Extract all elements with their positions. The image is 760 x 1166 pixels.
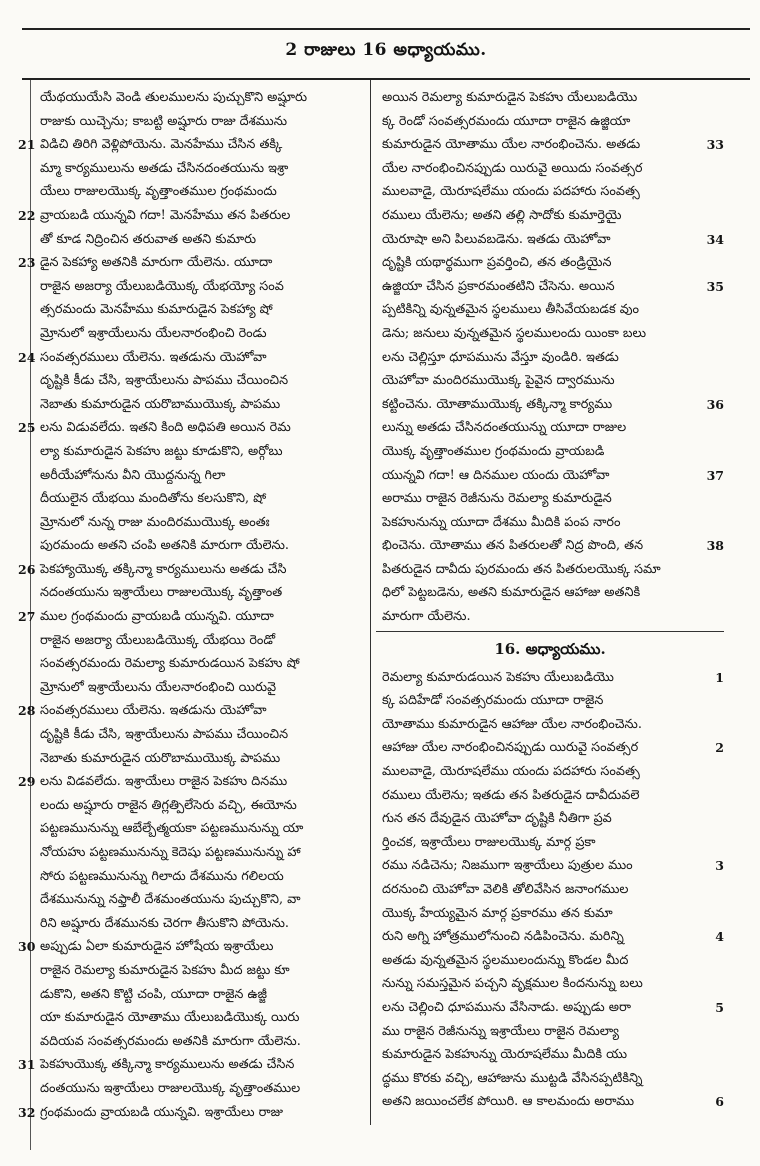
- text-line: [376, 949, 724, 973]
- text-line: [18, 1053, 366, 1077]
- text-line: [18, 133, 366, 157]
- line-text: రములు యేలెను; అతని తల్లి సాదోకు కుమార్తెయై: [382, 207, 622, 223]
- line-text: పెకహునున్ను యూదా దేశము మీదికి పంప నారం: [382, 514, 621, 530]
- line-text: విడిచి తిరిగి వెళ్లిపోయెను. మెనహేము చేసిన తక్కి: [40, 137, 283, 153]
- line-text: సంవత్సరమందు రెమల్యా కుమారుడయిన పెకహు షో: [40, 656, 300, 672]
- verse-number: 1: [715, 669, 724, 685]
- text-line: [18, 794, 366, 818]
- line-text: దరనుంచి యెహోవా వెలికి తోలివేసిన జనాంగముల: [382, 882, 629, 897]
- line-text: కుమారుడైన పెకహున్ను యెరూషలేము మీదికి యు: [382, 1047, 628, 1063]
- verse-number: 6: [715, 1094, 724, 1110]
- text-line: [376, 416, 724, 440]
- line-text: ము రాజైన రెజీనున్ను ఇశ్రాయేలు రాజైన రెమల్యా: [382, 1023, 620, 1039]
- text-line: [18, 983, 366, 1007]
- text-line: [18, 86, 366, 110]
- text-line: [376, 925, 724, 949]
- line-text: ముల గ్రంథమందు వ్రాయబడి యున్నవి. యూదా: [40, 609, 274, 625]
- line-text: రాజుకు యిచ్చెను; కాబట్టి అష్షూరు రాజు దేశమును: [40, 113, 288, 129]
- text-line: [376, 605, 724, 629]
- header-rule-bottom: [22, 78, 750, 80]
- line-text: అప్పుడు ఏలా కుమారుడైన హోషేయ ఇశ్రాయేలు: [40, 939, 274, 955]
- line-text: పితరుడైన దావీదు పురమందు తన పితరులయొక్క సమా: [382, 561, 661, 577]
- text-line: [376, 487, 724, 511]
- line-text: రెమల్యా కుమారుడయిన పెకహు యేలుబడియొ: [382, 669, 614, 685]
- line-text: నున్ను సమస్తమైన పచ్చని వృక్షముల కిందనున్ను బలు: [382, 976, 643, 992]
- text-line: [376, 784, 724, 808]
- text-line: [376, 180, 724, 204]
- text-line: [376, 440, 724, 464]
- text-line: [376, 369, 724, 393]
- line-text: మ్రోనులో ఇశ్రాయేలును యేలనారంభించి యిరువై: [40, 679, 277, 695]
- line-text: కుమారుడైన యోతాము యేల నారంభించెను. అతడు: [382, 137, 641, 153]
- verse-number: 25: [18, 420, 36, 436]
- line-text: కట్టించెను. యోతాముయొక్క తక్కిన్మా కార్యము: [382, 396, 613, 412]
- text-line: [376, 464, 724, 488]
- text-line: [18, 511, 366, 535]
- line-text: వ్రాయబడి యున్నవి గదా! మెనహేము తన పితరుల: [40, 207, 291, 223]
- line-text: యొక్క హేయ్యమైన మార్గ ప్రకారము తన కుమా: [382, 905, 613, 921]
- text-line: [376, 713, 724, 737]
- text-line: [376, 110, 724, 134]
- text-line: [18, 747, 366, 771]
- line-text: లను చెల్లించి ధూపమును వేసినాడు. అప్పుడు అరా: [382, 999, 632, 1015]
- line-text: దృష్టికి కీడు చేసి, ఇశ్రాయేలును పాపము చేయించిన: [40, 727, 289, 743]
- line-text: రములు యేలెను; ఇతడు తన పితరుడైన దావీదువలె: [382, 787, 640, 803]
- text-line: [376, 228, 724, 252]
- line-text: డెను; జనులు వున్నతమైన స్థలములందు యింకా బలు: [382, 325, 647, 341]
- line-text: ర్తించక, ఇశ్రాయేలు రాజులయొక్క మార్గ ప్రకా: [382, 834, 596, 850]
- line-text: దీయులైన యేభయి మందితోను కలసుకొని, షో: [40, 491, 267, 507]
- line-text: లున్ను అతడు చేసినదంతయున్ను యూదా రాజుల: [382, 420, 627, 436]
- text-line: [376, 854, 724, 878]
- text-line: [376, 1090, 724, 1114]
- line-text: క్క పదిహేడో సంవత్సరమందు యూదా రాజైన: [382, 693, 604, 709]
- header-rule-top: [22, 28, 750, 30]
- line-text: పెకహుయొక్క తక్కిన్మా కార్యములును అతడు చేసిన: [40, 1057, 295, 1073]
- line-text: వదియవ సంవత్సరమందు అతనికి మారుగా యేలెను.: [40, 1033, 301, 1049]
- line-text: త్సరమందు మెనహేము కుమారుడైన పెకహ్యా షో: [40, 302, 273, 318]
- line-text: రము నడిచెను; నిజముగా ఇశ్రాయేలు పుత్రుల ముం: [382, 858, 633, 874]
- text-line: [18, 487, 366, 511]
- line-text: నెబాతు కుమారుడైన యరొబాముయొక్క పాపము: [40, 396, 281, 412]
- text-line: [18, 1077, 366, 1101]
- text-line: [18, 699, 366, 723]
- text-line: [18, 888, 366, 912]
- text-line: [376, 534, 724, 558]
- line-text: యొక్క వృత్తాంతముల గ్రంథమందు వ్రాయబడి: [382, 443, 605, 459]
- text-line: [376, 275, 724, 299]
- text-line: [18, 865, 366, 889]
- text-line: [18, 204, 366, 228]
- verse-number: 34: [706, 231, 724, 247]
- line-text: అతడు వున్నతమైన స్థలములందున్ను కొండల మీద: [382, 952, 629, 968]
- text-line: [376, 878, 724, 902]
- line-text: నెబాతు కుమారుడైన యరొబాముయొక్క పాపము: [40, 750, 281, 766]
- text-line: [376, 1043, 724, 1067]
- line-text: రాజైన అజర్యా యేలుబడియొక్క యేభయ్యో సంవ: [40, 278, 284, 294]
- line-text: తో కూడ నిద్రించిన తరువాత అతని కుమారు: [40, 231, 257, 247]
- line-text: సంవత్సరములు యేలెను. ఇతడును యెహోవా: [40, 703, 267, 719]
- line-text: నదంతయును ఇశ్రాయేలు రాజులయొక్క వృత్తాంత: [40, 585, 283, 601]
- text-line: [18, 770, 366, 794]
- verse-number: 5: [715, 999, 724, 1015]
- line-text: పురమందు అతని చంపి అతనికి మారుగా యేలెను.: [40, 538, 289, 554]
- line-text: మారుగా యేలెను.: [382, 609, 471, 625]
- text-line: [18, 157, 366, 181]
- line-text: ఆహాజు యేల నారంభించినప్పుడు యిరువై సంవత్సర: [382, 740, 639, 756]
- text-line: [18, 605, 366, 629]
- line-text: ప్పటికిన్ని వున్నతమైన స్థలములు తీసివేయబడక వుం: [382, 302, 640, 318]
- text-line: [18, 1006, 366, 1030]
- text-line: [18, 1030, 366, 1054]
- line-text: పెకహ్యాయొక్క తక్కిన్మా కార్యములును అతడు చేసి: [40, 561, 287, 577]
- text-line: [18, 817, 366, 841]
- verse-number: 38: [706, 538, 724, 554]
- chapter-16-text: [376, 666, 724, 1114]
- line-text: రిని అష్షూరు దేశమునకు చెరగా తీసుకొని పోయెను.: [40, 915, 289, 931]
- text-line: [18, 629, 366, 653]
- line-text: మ్రోనులో నున్న రాజు మందిరముయొక్క అంతః: [40, 514, 270, 530]
- verse-number: 2: [715, 740, 724, 756]
- text-line: [18, 440, 366, 464]
- text-line: [18, 723, 366, 747]
- verse-number: 27: [18, 609, 36, 625]
- text-line: [376, 346, 724, 370]
- text-line: [376, 902, 724, 926]
- line-text: ఉజ్జియా చేసిన ప్రకారమంతటిని చేసెను. అయిన: [382, 278, 615, 294]
- line-text: గున తన దేవుడైన యెహోవా దృష్టికి నీతిగా ప్రవ: [382, 811, 612, 827]
- line-text: యేలు రాజులయొక్క వృత్తాంతముల గ్రంథమందు: [40, 184, 277, 200]
- line-text: సోరు పట్టణమునున్ను గిలాదు దేశమును గలిలయ: [40, 868, 284, 884]
- line-text: యోతాము కుమారుడైన ఆహాజు యేల నారంభించెను.: [382, 716, 642, 732]
- verse-number: 35: [706, 278, 724, 294]
- verse-number: 26: [18, 561, 36, 577]
- verse-number: 36: [706, 396, 724, 412]
- line-text: క్క రెండో సంవత్సరమందు యూదా రాజైన ఉజ్జియా: [382, 113, 631, 129]
- line-text: భించెను. యోతాము తన పితరులతో నిద్ర పొంది, తన: [382, 538, 644, 554]
- line-text: ద్ధము కొరకు వచ్చి, ఆహాజును ముట్టడి వేసినప్పటికిన్ని: [382, 1070, 643, 1086]
- column-divider: [370, 80, 371, 1125]
- text-line: [18, 652, 366, 676]
- text-line: [18, 581, 366, 605]
- line-text: నోయహు పట్టణమునున్ను కెదెషు పట్టణమునున్ను హా: [40, 845, 301, 860]
- line-text: రాజైన రెమల్యా కుమారుడైన పెకహు మీద జట్టు కూ: [40, 962, 290, 978]
- text-line: [18, 110, 366, 134]
- verse-number: 33: [706, 137, 724, 153]
- line-text: ములవాడై, యెరూషలేము యందు పదహారు సంవత్స: [382, 764, 640, 780]
- line-text: దృష్టికి కీడు చేసి, ఇశ్రాయేలును పాపము చేయించిన: [40, 373, 289, 389]
- text-line: [376, 831, 724, 855]
- text-line: [376, 972, 724, 996]
- line-text: అరాము రాజైన రెజీనును రెమల్యా కుమారుడైన: [382, 491, 612, 507]
- verse-number: 24: [18, 349, 36, 365]
- text-line: [18, 935, 366, 959]
- text-line: [376, 322, 724, 346]
- verse-number: 4: [715, 929, 724, 945]
- text-line: [376, 133, 724, 157]
- text-line: [18, 298, 366, 322]
- line-text: డైన పెకహ్యా అతనికి మారుగా యేలెను. యూదా: [40, 255, 273, 271]
- text-line: [18, 558, 366, 582]
- line-text: గ్రంథమందు వ్రాయబడి యున్నవి. ఇశ్రాయేలు రాజు: [40, 1104, 283, 1120]
- line-text: డుకొని, అతని కొట్టి చంపి, యూదా రాజైన ఉజ్జీ: [40, 986, 268, 1002]
- verse-number: 22: [18, 207, 36, 223]
- page-title: 2 రాజులు 16 అధ్యాయము.: [285, 40, 487, 60]
- line-text: యేల నారంభించినప్పుడు యిరువై అయిదు సంవత్సర: [382, 160, 643, 176]
- text-line: [376, 86, 724, 110]
- text-line: [18, 228, 366, 252]
- line-text: లను విడవలేదు. ఇశ్రాయేలు రాజైన పెకహు దినము: [40, 774, 288, 790]
- verse-number: 32: [18, 1104, 36, 1120]
- text-line: [18, 275, 366, 299]
- line-text: అరీయేహోనును వీని యొద్దనున్న గిలా: [40, 467, 226, 483]
- text-line: [18, 534, 366, 558]
- text-line: [376, 251, 724, 275]
- text-line: [376, 996, 724, 1020]
- verse-number: 3: [715, 858, 724, 874]
- verse-number: 21: [18, 137, 36, 153]
- verse-number: 28: [18, 703, 36, 719]
- line-text: యేథయుయేసి వెండి తులములను పుచ్చుకొని అష్షూరు: [40, 90, 308, 105]
- text-line: [376, 666, 724, 690]
- text-line: [18, 346, 366, 370]
- text-line: [18, 416, 366, 440]
- line-text: పట్టణమునున్ను ఆబేల్బేత్మయకా పట్టణమునున్ను యా: [40, 821, 304, 837]
- line-text: లను చెల్లిస్తూ ధూపమును వేస్తూ వుండిరి. ఇతడు: [382, 349, 619, 365]
- line-text: దంతయును ఇశ్రాయేలు రాజులయొక్క వృత్తాంతముల: [40, 1080, 301, 1096]
- line-text: లను విడువలేదు. ఇతని కింది అధిపతి అయిన రెమ: [40, 420, 291, 436]
- text-line: [18, 369, 366, 393]
- line-text: దృష్టికి యథార్థముగా ప్రవర్తించి, తన తండ్రియైన: [382, 255, 612, 271]
- text-line: [376, 807, 724, 831]
- text-line: [376, 393, 724, 417]
- line-text: రాజైన అజర్యా యేలుబడియొక్క యేభయి రెండో: [40, 632, 276, 648]
- line-text: ల్యా కుమారుడైన పెకహు జట్టు కూడుకొని, అర్గోబు: [40, 443, 283, 459]
- text-line: [18, 841, 366, 865]
- line-text: ములవాడై, యెరూషలేము యందు పదహారు సంవత్స: [382, 184, 640, 200]
- text-line: [376, 689, 724, 713]
- text-line: [18, 959, 366, 983]
- verse-number: 23: [18, 255, 36, 271]
- text-line: [376, 298, 724, 322]
- left-column: [18, 86, 366, 1124]
- line-text: అతని జయించలేక పోయిరి. ఆ కాలమందు అరాము: [382, 1094, 635, 1110]
- text-line: [376, 511, 724, 535]
- text-line: [376, 1067, 724, 1091]
- chapter-heading: 16. అధ్యాయము.: [494, 639, 606, 658]
- line-text: మ్మా కార్యములును అతడు చేసినదంతయును ఇశ్రా: [40, 160, 289, 176]
- text-line: [376, 736, 724, 760]
- line-text: సంవత్సరములు యేలెను. ఇతడును యెహోవా: [40, 349, 267, 365]
- right-column-text: [376, 86, 724, 629]
- line-text: యెహోవా మందిరముయొక్క పైవైన ద్వారమును: [382, 373, 615, 389]
- line-text: అయిన రెమల్యా కుమారుడైన పెకహు యేలుబడియొ: [382, 90, 638, 105]
- line-text: దేశమునున్ను నఫ్తాలీ దేశమంతయును పుచ్చుకొని, వా: [40, 892, 301, 908]
- line-text: యున్నవి గదా! ఆ దినముల యందు యెహోవా: [382, 467, 610, 483]
- text-line: [376, 157, 724, 181]
- text-line: [18, 180, 366, 204]
- text-line: [18, 393, 366, 417]
- line-text: యెరూషా అని పిలువబడెను. ఇతడు యెహోవా: [382, 231, 611, 247]
- text-line: [18, 676, 366, 700]
- line-text: రుని అగ్ని హోత్రములోనుంచి నడిపించెను. మరిన్ని: [382, 929, 624, 945]
- verse-number: 37: [706, 467, 724, 483]
- text-line: [18, 912, 366, 936]
- text-line: [376, 558, 724, 582]
- line-text: లందు అష్షూరు రాజైన తిగ్లత్పిలేసెరు వచ్చి, ఈయోను: [40, 797, 297, 813]
- line-text: ధిలో పెట్టబడెను, అతని కుమారుడైన ఆహాజు అతనికి: [382, 585, 641, 601]
- text-line: [18, 1101, 366, 1125]
- verse-number: 30: [18, 939, 36, 955]
- right-column: [376, 86, 724, 1114]
- text-line: [18, 464, 366, 488]
- line-text: యా కుమారుడైన యోతాము యేలుబడియొక్క యిరు: [40, 1010, 300, 1026]
- verse-number: 29: [18, 774, 36, 790]
- text-line: [18, 251, 366, 275]
- text-line: [376, 760, 724, 784]
- text-line: [376, 1020, 724, 1044]
- text-line: [18, 322, 366, 346]
- text-line: [376, 581, 724, 605]
- verse-number: 31: [18, 1057, 36, 1073]
- line-text: మ్రోనులో ఇశ్రాయేలును యేలనారంభించి రెండు: [40, 325, 267, 341]
- text-line: [376, 204, 724, 228]
